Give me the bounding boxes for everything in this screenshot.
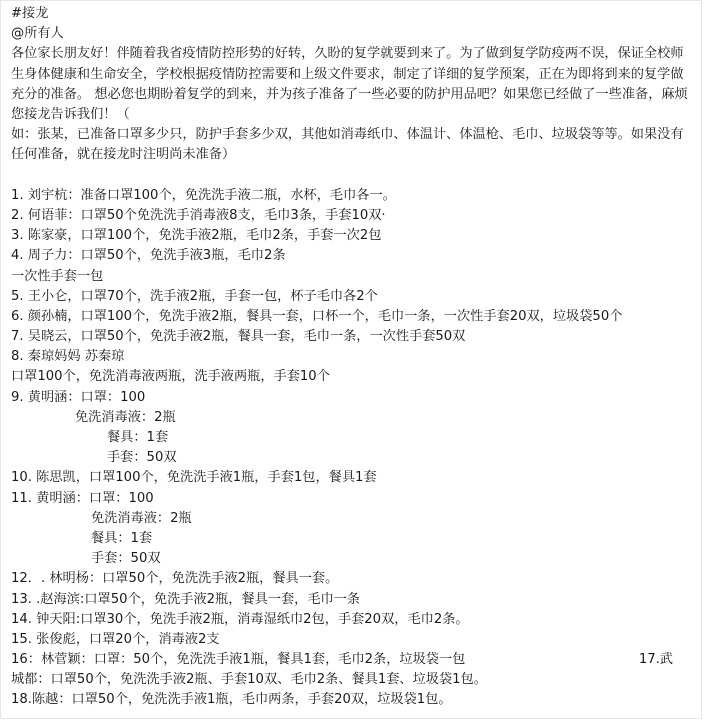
list-item-detail: 免洗消毒液：2瓶 (91, 510, 192, 526)
hashtag[interactable]: #接龙 (11, 6, 49, 21)
list-item: 3. 陈家豪，口罩100个，免洗手液2瓶，毛巾2条，手套一次2包 (11, 228, 382, 244)
list-item: 18.陈越：口罩50个，免洗洗手液1瓶，毛巾两条，手套20双，垃圾袋1包。 (11, 692, 452, 708)
blank-line (11, 166, 695, 186)
mention-all[interactable]: @所有人 (11, 26, 64, 42)
list-item: 7. 吴晓云，口罩50个，免洗手液2瓶，餐具一套，毛巾一条，一次性手套50双 (11, 329, 466, 345)
list-item: 4. 周子力：口罩50个，免洗手液3瓶，毛巾2条 (11, 248, 286, 264)
list-item-detail: 餐具：1套 (91, 530, 153, 546)
list-item-row (11, 650, 695, 670)
list-item: 9. 黄明涵：口罩：100 (11, 389, 146, 405)
list-item-detail: 免洗消毒液：2瓶 (75, 409, 176, 425)
list-item-detail: 手套：50双 (107, 450, 177, 466)
list-item: 14. 钟天阳:口罩30个，免洗手液2瓶，消毒湿纸巾2包，手套20双，毛巾2条。 (11, 611, 469, 627)
list-item: 12．. 林明杨：口罩50个，免洗洗手液2瓶，餐具一套。 (11, 571, 339, 587)
list-item: 8. 秦琼妈妈 苏秦琼 (11, 349, 125, 365)
list-item-start: 17.武 (638, 652, 673, 668)
list-item-detail: 餐具：1套 (107, 430, 169, 446)
list-item: 16：林菅颖：口罩：50个，免洗洗手液1瓶，餐具1套，毛巾2条，垃圾袋一包 (11, 652, 466, 668)
list-item-continuation: 一次性手套一包 (11, 268, 104, 284)
list-item: 11. 黄明涵：口罩：100 (11, 490, 154, 506)
list-item: 5. 王小仑，口罩70个，洗手液2瓶，手套一包，杯子毛巾各2个 (11, 288, 378, 304)
list-item: 1. 刘宇杭：准备口罩100个，免洗洗手液二瓶，水杯，毛巾各一。 (11, 187, 396, 203)
list-item: 6. 颜孙楠，口罩100个，免洗手液2瓶，餐具一套，口杯一个，毛巾一条，一次性手套20双，垃圾袋50个 (11, 308, 623, 324)
list-item: 15. 张俊彪，口罩20个，消毒液2支 (11, 631, 220, 647)
list-item: 10. 陈思凯，口罩100个，免洗洗手液1瓶，手套1包，餐具1套 (11, 470, 377, 486)
example-paragraph: 如：张某，已准备口罩多少只，防护手套多少双，其他如消毒纸巾、体温计、体温枪、毛巾、垃圾袋等等。如果没有任何准备，就在接龙时注明尚未准备） (11, 127, 684, 163)
message-body (11, 4, 695, 711)
list-item: 2. 何语菲：口罩50个免洗洗手消毒液8支，毛巾3条，手套10双· (11, 207, 386, 223)
list-item-continuation: 口罩100个，免洗消毒液两瓶，洗手液两瓶，手套10个 (11, 369, 330, 385)
list-item: 13. .赵海滨:口罩50个，免洗手液2瓶，餐具一套，毛巾一条 (11, 591, 361, 607)
list-item-continuation: 城都：口罩50个，免洗洗手液2瓶、手套10双、毛巾2条、餐具1套、垃圾袋1包。 (11, 672, 487, 688)
intro-paragraph: 各位家长朋友好！伴随着我省疫情防控形势的好转，久盼的复学就要到来了。为了做到复学防疫两不误，保证全校师生身体健康和生命安全，学校根据疫情防控需要和上级文件要求，制定了详细的复学预案，正在为即将到来的复学做充分的准备。 想必您也期盼着复学的到来，并为孩子准备了一些必要的防护用品吧？如果您已经做了一些准备，麻烦您接龙告诉我们！（ (11, 46, 688, 122)
list-item-detail: 手套：50双 (91, 551, 161, 567)
